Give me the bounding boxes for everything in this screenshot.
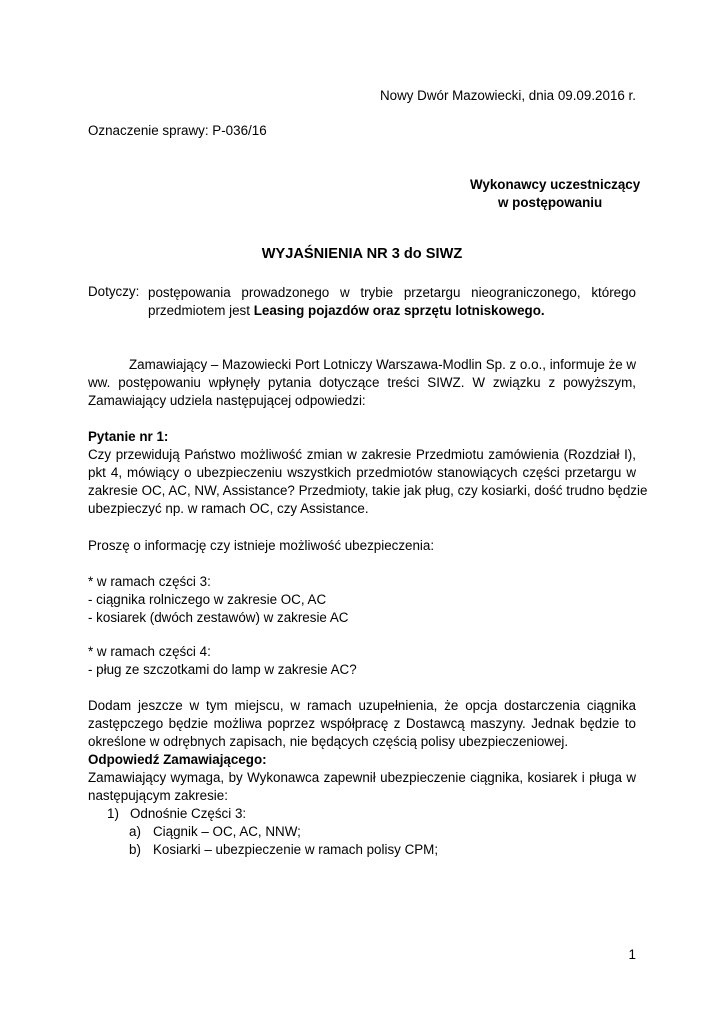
question-heading: Pytanie nr 1: bbox=[88, 429, 169, 444]
recipient-line-1: Wykonawcy uczestniczący bbox=[470, 177, 641, 192]
part4-item-plough: - pług ze szczotkami do lamp w zakresie AC? bbox=[88, 662, 357, 677]
intro-line-3: Zamawiający udziela następującej odpowiedzi: bbox=[88, 393, 366, 408]
answer-item-1-number: 1) bbox=[107, 806, 119, 821]
place-date: Nowy Dwór Mazowiecki, dnia 09.09.2016 r. bbox=[379, 88, 636, 103]
info-request: Proszę o informację czy istnieje możliwość ubezpieczenia: bbox=[88, 538, 435, 553]
part3-item-tractor: - ciągnika rolniczego w zakresie OC, AC bbox=[88, 592, 327, 607]
subject-line-1: postępowania prowadzonego w trybie przetargu nieograniczonego, którego bbox=[148, 285, 636, 300]
answer-sub-a-letter: a) bbox=[129, 824, 141, 839]
question-line-2: pkt 4, mówiący o ubezpieczeniu wszystkich przedmiotów stanowiących części przetargu w bbox=[88, 465, 636, 480]
part3-heading: * w ramach części 3: bbox=[88, 574, 211, 589]
answer-sub-a-text: Ciągnik – OC, AC, NNW; bbox=[153, 824, 301, 839]
answer-sub-b-text: Kosiarki – ubezpieczenie w ramach polisy CPM; bbox=[153, 842, 439, 857]
addendum-line-1: Dodam jeszcze w tym miejscu, w ramach uzupełnienia, że opcja dostarczenia ciągnika bbox=[88, 698, 636, 713]
subject-label: Dotyczy: bbox=[88, 284, 140, 299]
addendum-line-3: określone w odrębnych zapisach, nie będących częścią polisy ubezpieczeniowej. bbox=[88, 734, 569, 749]
part3-item-mowers: - kosiarek (dwóch zestawów) w zakresie AC bbox=[88, 610, 349, 625]
case-reference: Oznaczenie sprawy: P-036/16 bbox=[88, 123, 267, 138]
recipient-line-2: w postępowaniu bbox=[498, 195, 603, 210]
subject-procurement-name: Leasing pojazdów oraz sprzętu lotniskowego. bbox=[253, 303, 545, 318]
addendum-line-2: zastępczego będzie możliwa poprzez współpracę z Dostawcą maszyny. Jednak będzie to bbox=[88, 716, 636, 731]
subject-line-2 bbox=[148, 302, 545, 320]
part4-heading: * w ramach części 4: bbox=[88, 644, 211, 659]
answer-line-1: Zamawiający wymaga, by Wykonawca zapewnił ubezpieczenie ciągnika, kosiarek i pługa w bbox=[88, 770, 636, 785]
intro-line-2: ww. postępowaniu wpłynęły pytania dotyczące treści SIWZ. W związku z powyższym, bbox=[88, 375, 636, 390]
question-line-3: zakresie OC, AC, NW, Assistance? Przedmioty, takie jak pług, czy kosiarki, dość trudno będzie bbox=[88, 483, 648, 498]
answer-line-2: następującym zakresie: bbox=[88, 788, 228, 803]
answer-item-1-label: Odnośnie Części 3: bbox=[130, 806, 247, 821]
page-number: 1 bbox=[628, 947, 636, 962]
answer-sub-b-letter: b) bbox=[129, 842, 141, 857]
document-title: WYJAŚNIENIA NR 3 do SIWZ bbox=[261, 246, 463, 262]
answer-heading: Odpowiedź Zamawiającego: bbox=[88, 752, 267, 767]
question-line-1: Czy przewidują Państwo możliwość zmian w zakresie Przedmiotu zamówienia (Rozdział I), bbox=[88, 447, 636, 462]
question-line-4: ubezpieczyć np. w ramach OC, czy Assistance. bbox=[88, 501, 369, 516]
subject-line-2-prefix: przedmiotem jest bbox=[148, 303, 254, 318]
intro-line-1: Zamawiający – Mazowiecki Port Lotniczy Warszawa-Modlin Sp. z o.o., informuje że w bbox=[129, 357, 637, 372]
